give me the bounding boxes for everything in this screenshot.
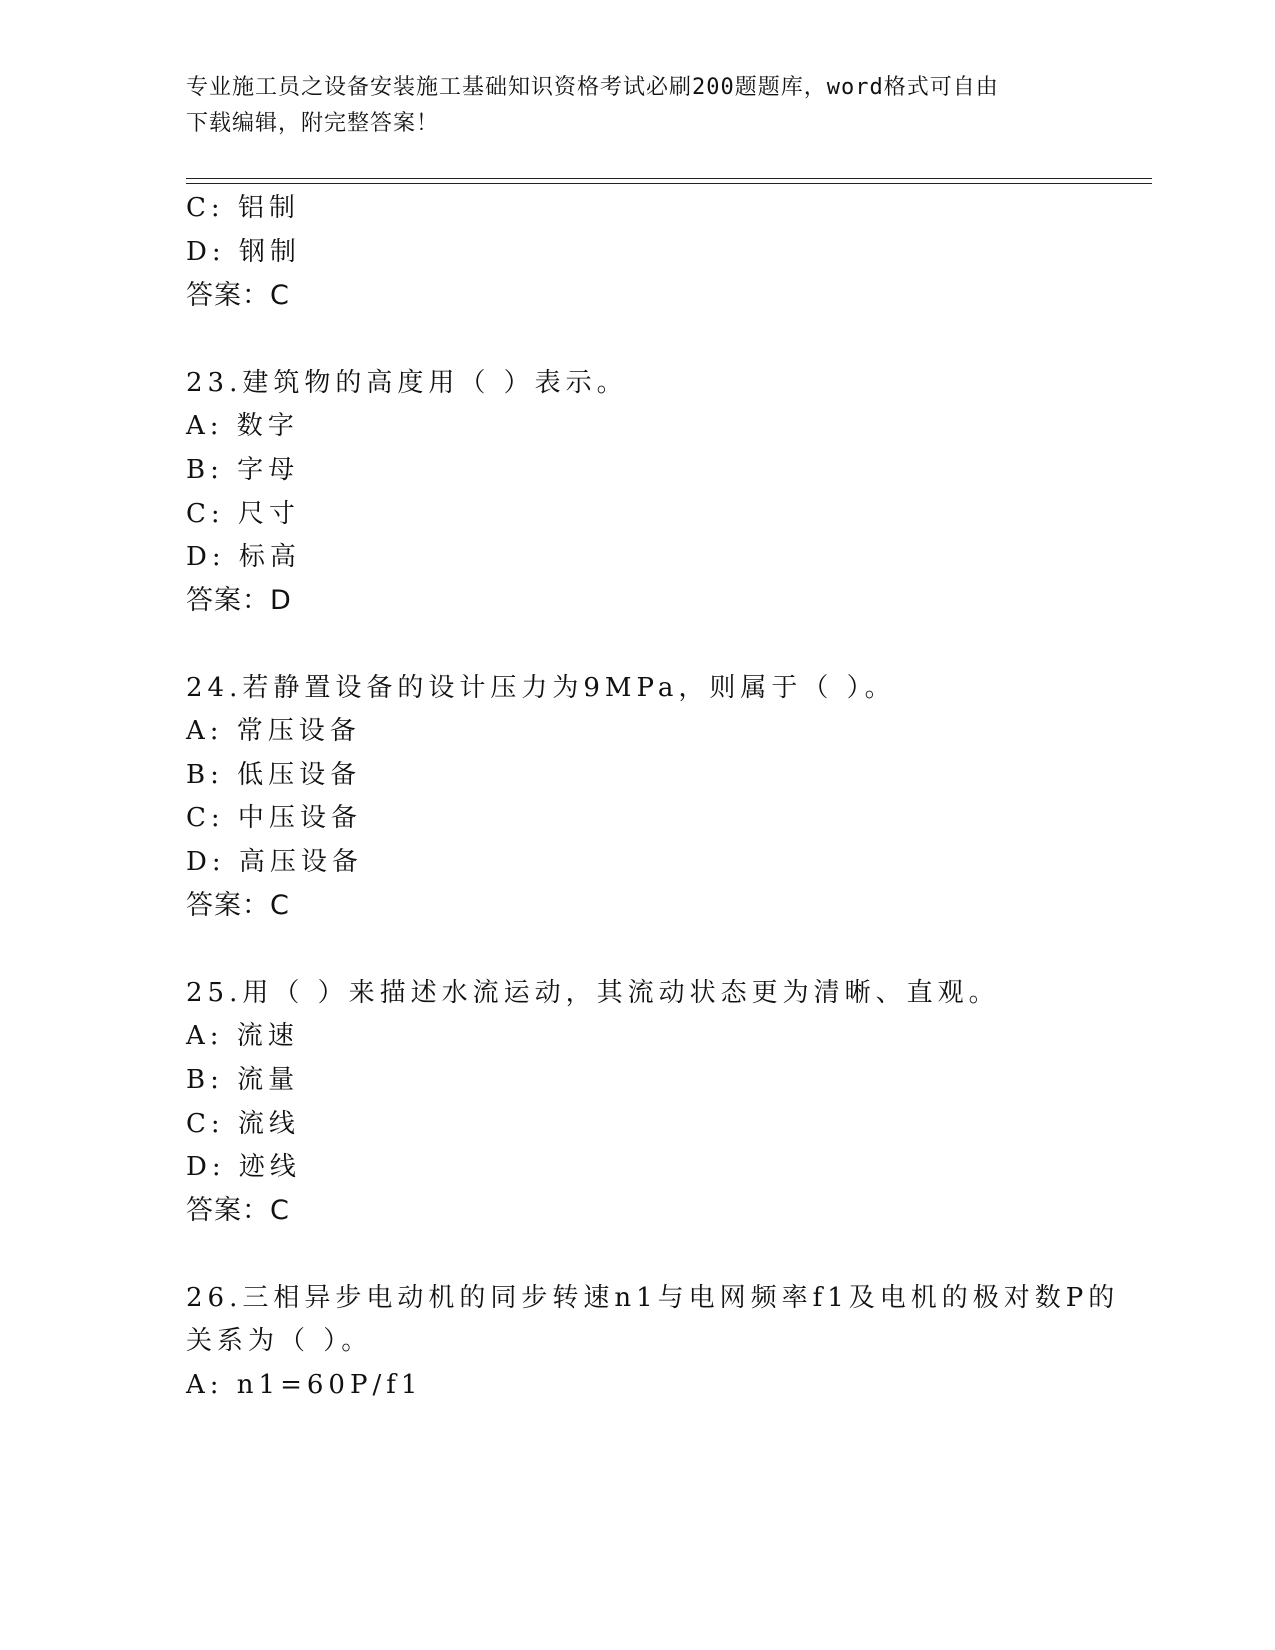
q24-answer: 答案：C [186, 890, 290, 921]
header-line-2: 下载编辑，附完整答案！ [186, 111, 440, 136]
q24-option-a: A: 常压设备 [186, 716, 361, 746]
q22-option-d: D: 钢制 [186, 237, 301, 267]
q25-option-c: C: 流线 [186, 1109, 300, 1139]
q26-text-line-1: 26.三相异步电动机的同步转速n1与电网频率f1及电机的极对数P的 [186, 1283, 1120, 1313]
q23-option-c: C: 尺寸 [186, 499, 300, 529]
q23-text: 23.建筑物的高度用（ ）表示。 [186, 368, 628, 398]
q23-option-a: A: 数字 [186, 411, 299, 441]
q25-option-a: A: 流速 [186, 1021, 299, 1051]
q24-option-b: B: 低压设备 [186, 760, 362, 790]
q25-answer: 答案：C [186, 1195, 290, 1226]
q24-text: 24.若静置设备的设计压力为9MPa，则属于（ ）。 [186, 673, 896, 703]
q25-text: 25.用（ ）来描述水流运动，其流动状态更为清晰、直观。 [186, 978, 1000, 1008]
header-rule-bottom [186, 183, 1152, 184]
q25-option-b: B: 流量 [186, 1065, 300, 1095]
q25-option-d: D: 迹线 [186, 1152, 301, 1182]
q23-option-b: B: 字母 [186, 455, 300, 485]
q26-option-a: A: n1=60P/f1 [186, 1370, 423, 1400]
q26-text-line-2: 关系为（ ）。 [186, 1326, 373, 1356]
header-rule-top [186, 178, 1152, 179]
q22-answer: 答案：C [186, 280, 290, 311]
header-line-1: 专业施工员之设备安装施工基础知识资格考试必刷200题题库，word格式可自由 [186, 75, 999, 100]
q22-option-c: C: 铝制 [186, 193, 300, 223]
q23-answer: 答案：D [186, 585, 292, 616]
document-header [186, 70, 1076, 142]
q23-option-d: D: 标高 [186, 542, 301, 572]
q24-option-d: D: 高压设备 [186, 847, 363, 877]
q24-option-c: C: 中压设备 [186, 803, 362, 833]
